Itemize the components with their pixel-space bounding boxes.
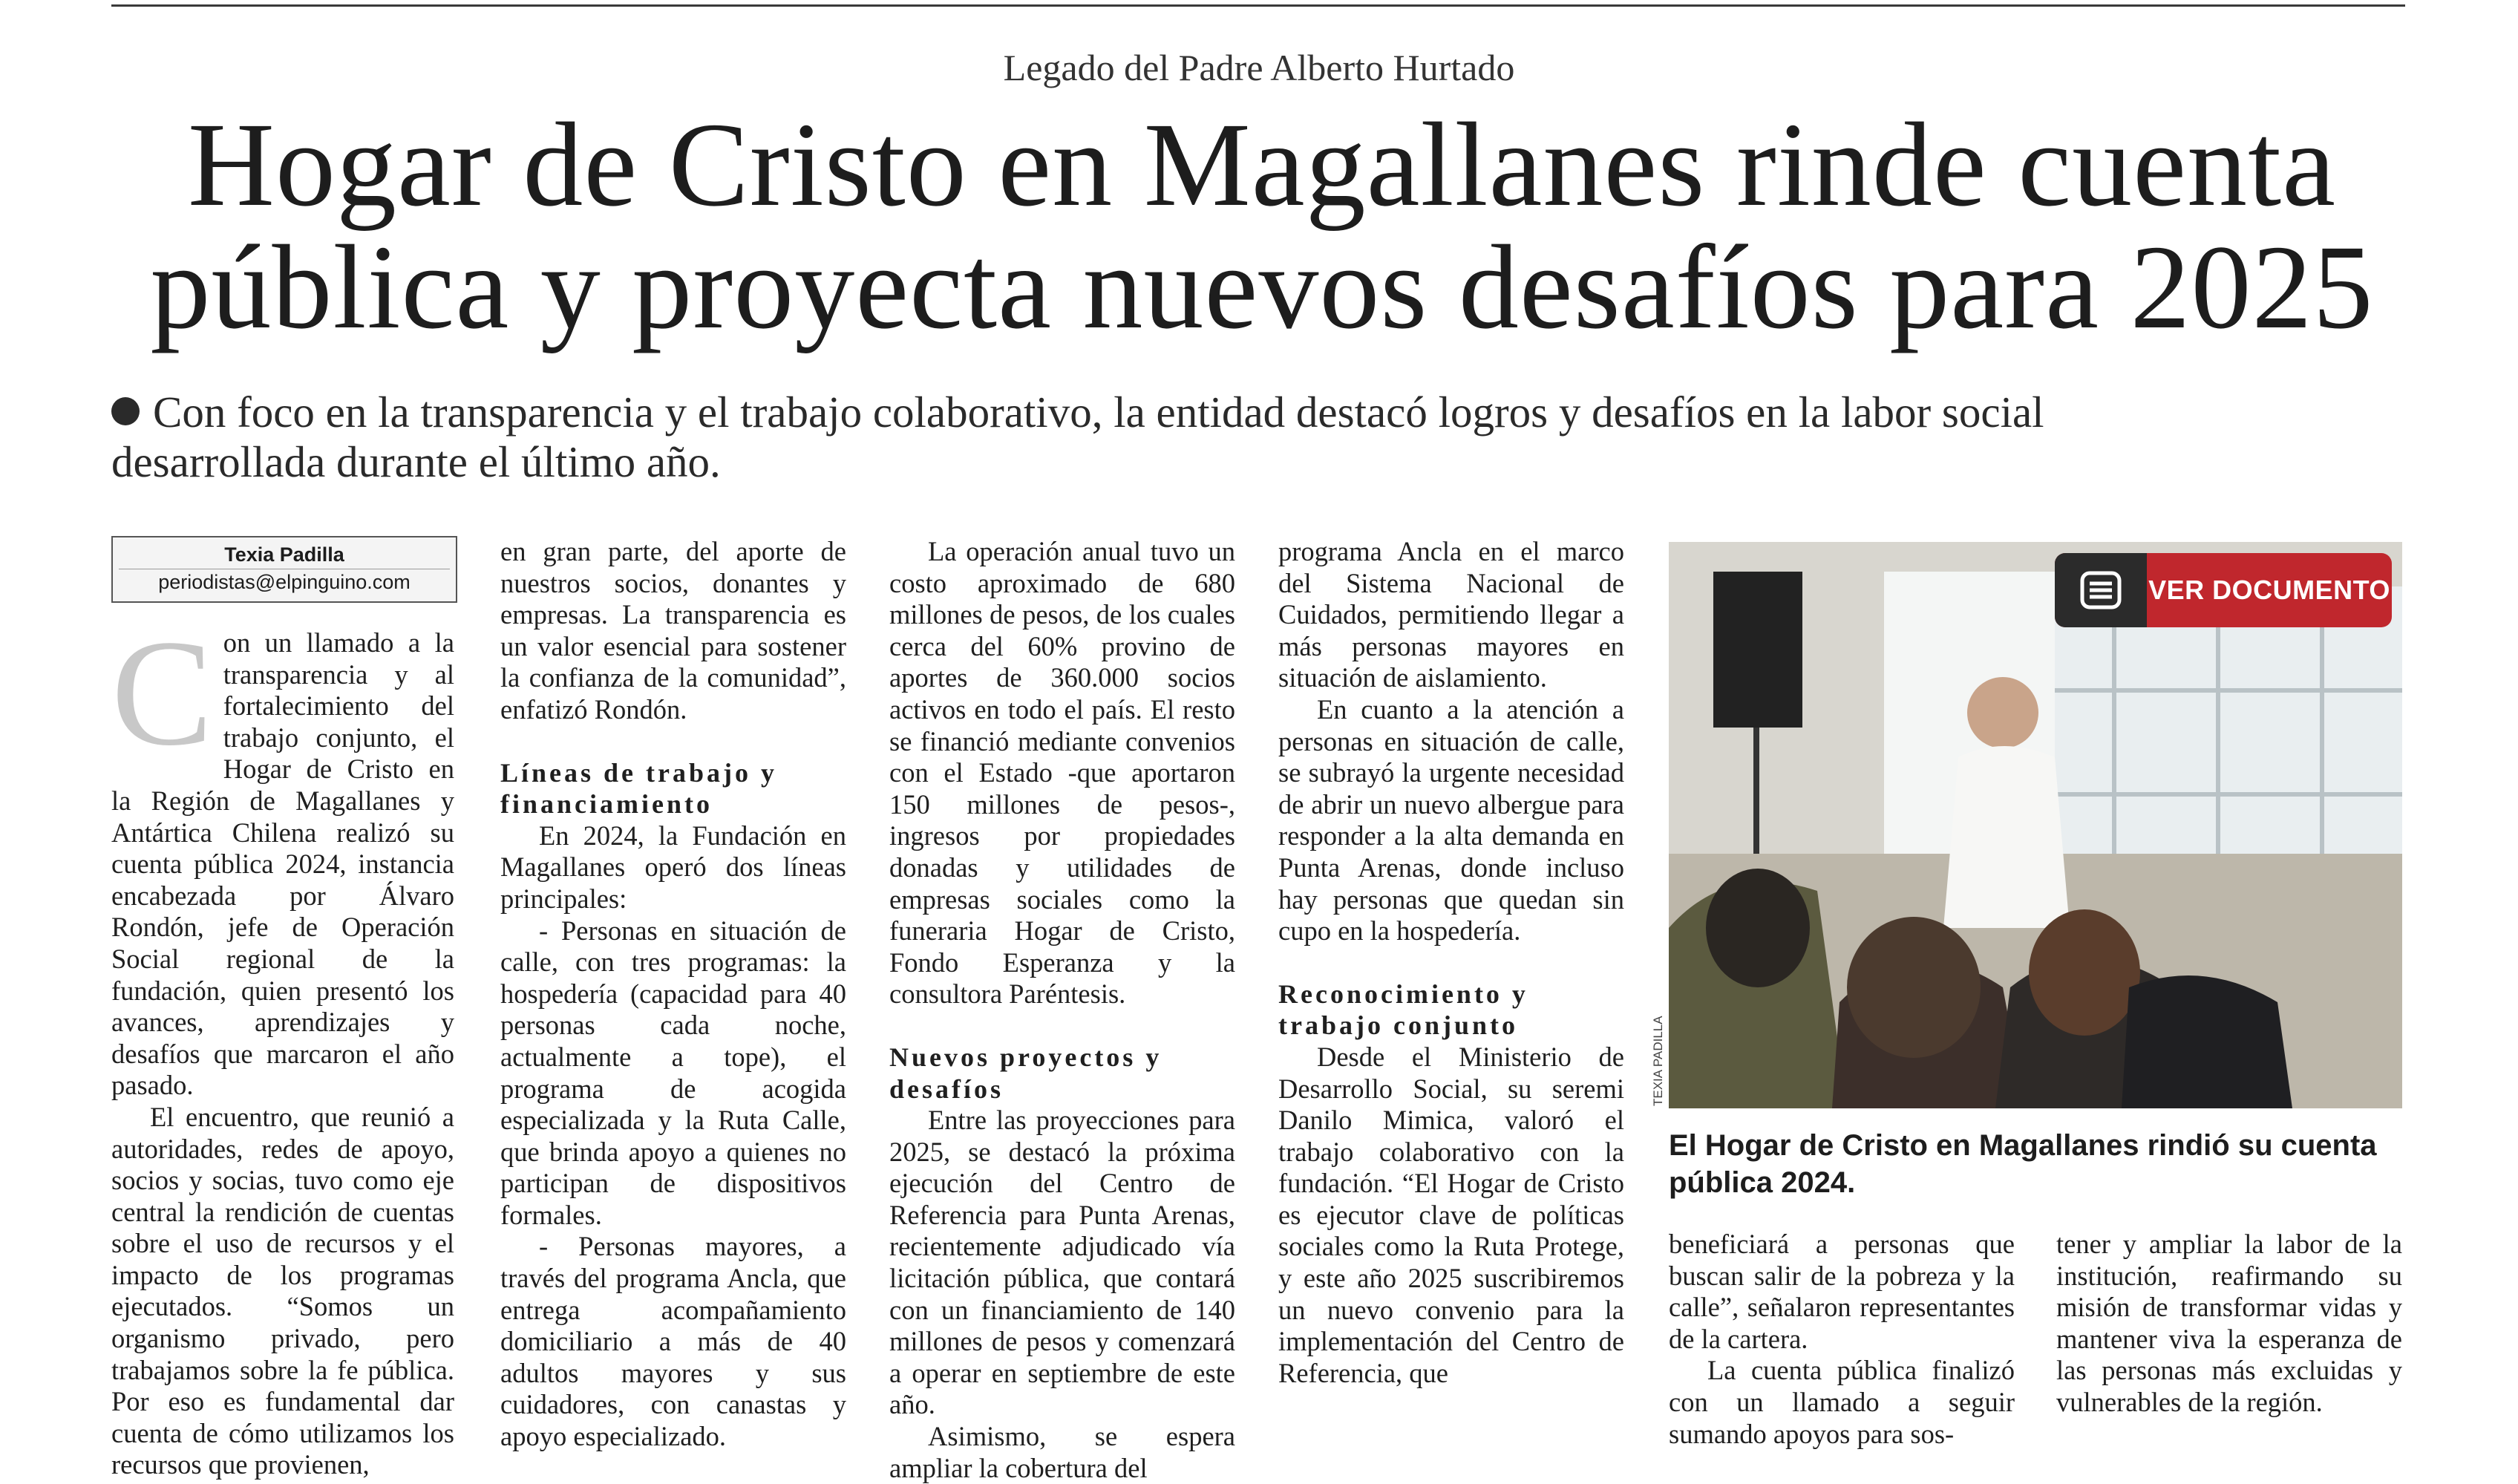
article-column-3 [889,536,1235,1484]
paragraph: en gran parte, del aporte de nuestros socios, donantes y empresas. La transparencia es un valor esencial para sostener la confianza de la comunidad”, enfatizó Rondón. [500,536,846,725]
paragraph: Entre las proyecciones para 2025, se destacó la próxima ejecución del Centro de Referencia para Punta Arenas, recientemente adjudicado vía licitación pública, que contará con un financiamiento de 140 millones de pesos y comenzará a operar en septiembre de este año. [889,1105,1235,1420]
paragraph: En 2024, la Fundación en Magallanes operó dos líneas principales: [500,820,846,914]
headline [104,99,2420,354]
paragraph: El encuentro, que reunió a autoridades, redes de apoyo, socios y socias, tuvo como eje central la rendición de cuentas sobre el uso de recursos y el impacto de los programas ejecutados. “Somos un organismo privado, pero trabajamos sobre la fe pública. Por eso es fundamental dar cuenta de cómo utilizamos los recursos que provienen, [111,1101,454,1480]
drop-cap: C [111,609,213,777]
subheading: Líneas de trabajo y financiamiento [500,757,777,820]
article-column-5 [1669,1229,2015,1450]
paragraph: beneficiará a personas que buscan salir de la pobreza y la calle”, señalaron representantes de la cartera. [1669,1229,2015,1354]
paragraph: on un llamado a la transparencia y al fortalecimiento del trabajo conjunto, el Hogar de Cristo en la Región de Magallanes y Antártica Chilena realizó su cuenta pública 2024, instancia encabezada por Álvaro Rondón, jefe de Operación Social regional de la fundación, quien presentó los avances, aprendizajes y desafíos que marcaron el año pasado. [111,627,454,1101]
subheading: Reconocimiento y trabajo conjunto [1278,978,1528,1041]
view-document-label: VER DOCUMENTO [2148,575,2390,605]
paragraph: - Personas en situación de calle, con tres programas: la hospedería (capacidad para 40 personas cada noche, actualmente a tope), el programa de acogida especializada y la Ruta Calle, que brinda apoyo a quienes no participan de dispositivos formales. [500,915,846,1230]
paragraph: Desde el Ministerio de Desarrollo Social, su seremi Danilo Mimica, valoró el trabajo colaborativo con la fundación. “El Hogar de Cristo es ejecutor clave de políticas sociales como la Ruta Protege, y este año 2025 suscribiremos un nuevo convenio para la implementación del Centro de Referencia, que [1278,1041,1624,1388]
author-email[interactable]: periodistas@elpinguino.com [119,569,450,595]
paragraph: tener y ampliar la labor de la institución, reafirmando su misión de transformar vidas y mantener viva la esperanza de las personas más excluidas y vulnerables de la región. [2056,1229,2402,1417]
paragraph: - Personas mayores, a través del programa Ancla, que entrega acompañamiento domiciliario a más de 40 adultos mayores y sus cuidadores, con canastas y apoyo especializado. [500,1231,846,1452]
author-name: Texia Padilla [224,543,344,566]
document-lines-icon [2055,553,2147,627]
article-column-1 [111,609,454,1481]
paragraph: programa Ancla en el marco del Sistema Nacional de Cuidados, permitiendo llegar a más personas mayores en situación de aislamiento. [1278,536,1624,693]
paragraph: Asimismo, se espera ampliar la cobertura del [889,1421,1235,1483]
paragraph: En cuanto a la atención a personas en situación de calle, se subrayó la urgente necesidad de abrir un nuevo albergue para responder a la alta demanda en Punta Arenas, donde incluso hay personas que quedan sin cupo en la hospedería. [1278,693,1624,947]
headline-line-2: pública y proyecta nuevos desafíos para 2025 [150,221,2374,354]
view-document-button[interactable] [2055,553,2392,627]
byline-box [111,536,457,603]
article-column-4 [1278,536,1624,1389]
article-column-2 [500,536,846,1453]
top-rule [111,4,2405,7]
paragraph: La operación anual tuvo un costo aproximado de 680 millones de pesos, de los cuales cerca del 60% provino de aportes de 360.000 socios activos en todo el país. El resto se financió mediante convenios con el Estado -que aportaron 150 millones de pesos-, ingresos por propiedades donadas y utilidades de empresas sociales como la funeraria Hogar de Cristo, Fondo Esperanza y la consultora Paréntesis. [889,536,1235,1010]
headline-line-1: Hogar de Cristo en Magallanes rinde cuenta [187,99,2336,232]
kicker: Legado del Padre Alberto Hurtado [1003,47,1515,88]
lead-paragraph [111,388,2205,487]
bullet-icon [111,397,140,425]
photo-credit: TEXIA PADILLA [1651,1016,1665,1106]
article-column-6 [2056,1229,2402,1419]
photo-caption: El Hogar de Cristo en Magallanes rindió su cuenta pública 2024. [1669,1129,2377,1199]
lead-text: Con foco en la transparencia y el trabajo colaborativo, la entidad destacó logros y desafíos en la labor social desarrollada durante el último año. [111,388,2044,486]
paragraph: La cuenta pública finalizó con un llamado a seguir sumando apoyos para sos- [1669,1355,2015,1449]
subheading: Nuevos proyectos y desafíos [889,1042,1162,1104]
